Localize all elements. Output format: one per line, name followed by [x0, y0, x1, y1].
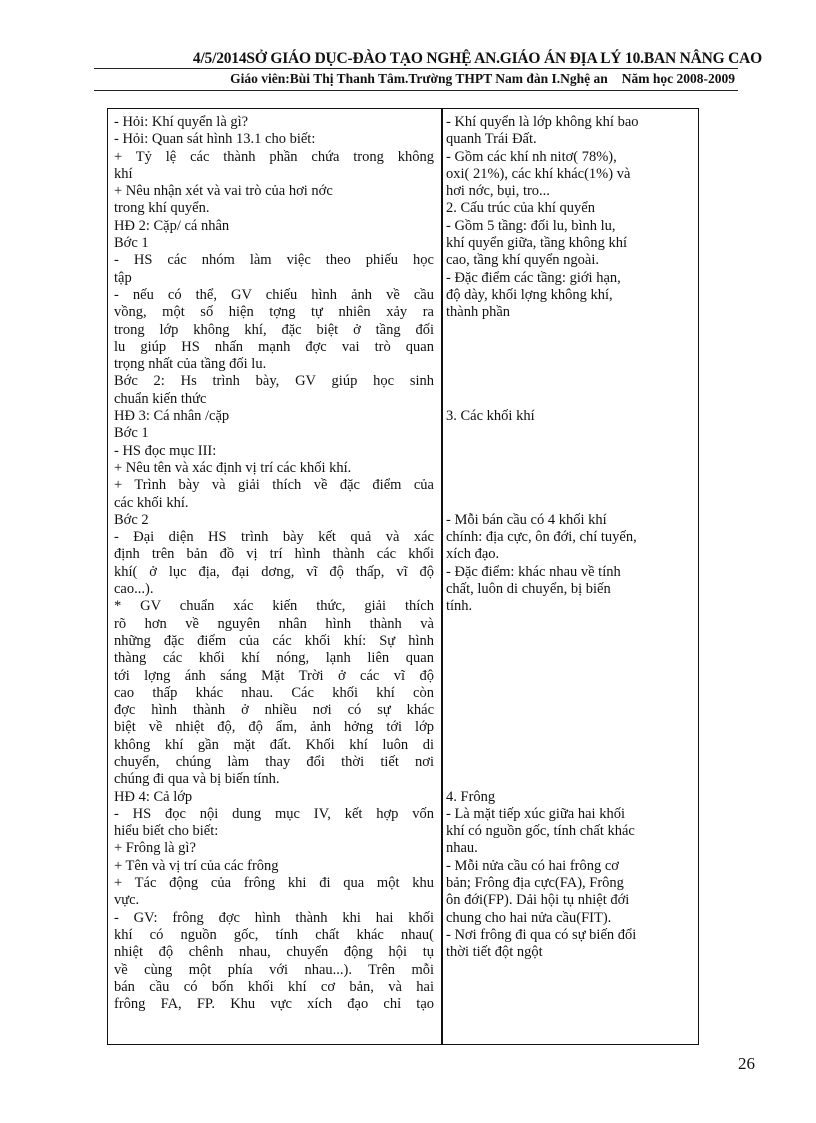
text-line: quanh Trái Đất. [446, 131, 537, 148]
blank-line [446, 650, 696, 667]
text-line: - Khí quyển là lớp không khí bao [446, 114, 639, 130]
text-line: - HS đọc mục III: [114, 442, 217, 459]
text-line: + Nêu nhận xét và vai trò của hơi nớc [114, 183, 333, 200]
text-line: - Hỏi: Quan sát hình 13.1 cho biết: [114, 131, 316, 148]
text-line: HĐ 2: Cặp/ cá nhân [114, 217, 230, 234]
text-line: 4. Frông [446, 788, 496, 805]
blank-line [446, 339, 696, 356]
text-line: trọng nhất của tầng đối lu. [114, 356, 267, 373]
text-line: xích đạo. [446, 546, 500, 563]
teacher-info: Giáo viên:Bùi Thị Thanh Tâm.Trường THPT Nam đàn I.Nghệ an [230, 71, 608, 86]
text-line: - Mỗi nửa cầu có hai frông cơ [446, 857, 619, 874]
blank-line [446, 391, 696, 408]
document-header-title: 4/5/2014SỞ GIÁO DỤC-ĐÀO TẠO NGHỆ AN.GIÁO ÁN ĐỊA LÝ 10.BAN NÂNG CAO [192, 50, 762, 67]
text-line: biệt về nhiệt độ, độ ẩm, ảnh hởng tới lớp [114, 719, 434, 736]
blank-line [446, 425, 696, 442]
text-line: - Gồm 5 tầng: đối lu, bình lu, [446, 217, 616, 234]
text-line: định trên bản đồ vị trí hình thành các khối [114, 546, 434, 563]
text-line: cao, tầng khí quyển ngoài. [446, 252, 600, 269]
blank-line [446, 771, 696, 788]
text-line: Bớc 2 [114, 511, 149, 528]
teacher-activities-column [114, 114, 434, 1013]
blank-line [446, 702, 696, 719]
page-number: 26 [738, 1054, 755, 1073]
text-line: - Đặc điểm các tầng: giới hạn, [446, 269, 621, 286]
text-line: tính. [446, 598, 473, 615]
text-line: Bớc 2: Hs trình bày, GV giúp học sinh [114, 373, 434, 390]
text-line: ôn đới(FP). Dải hội tụ nhiệt đới [446, 892, 630, 909]
blank-line [446, 356, 696, 373]
text-line: khí quyển giữa, tầng không khí [446, 235, 628, 252]
blank-line [446, 460, 696, 477]
text-line: * GV chuẩn xác kiến thức, giải thích [114, 598, 434, 615]
blank-line [446, 616, 696, 633]
blank-line [446, 495, 696, 512]
text-line: vực. [114, 892, 140, 909]
text-line: + Tên và vị trí của các frông [114, 857, 279, 874]
text-line: chung cho hai nửa cầu(FIT). [446, 909, 612, 926]
text-line: nhiệt độ chênh nhau, chuyển động hội tụ [114, 944, 434, 961]
text-line: chuyển, chúng làm thay đổi thời tiết nơi [114, 753, 434, 770]
text-line: + Tỷ lệ các thành phần chứa trong không [114, 148, 434, 165]
header-underline [94, 68, 738, 69]
text-line: - Là mặt tiếp xúc giữa hai khối [446, 805, 625, 822]
text-line: - HS các nhóm làm việc theo phiếu học [114, 252, 434, 269]
text-line: thời tiết đột ngột [446, 944, 543, 961]
text-line: HĐ 4: Cả lớp [114, 788, 193, 805]
text-line: chính: địa cực, ôn đới, chí tuyến, [446, 529, 637, 546]
text-line: - Mỗi bán cầu có 4 khối khí [446, 511, 607, 528]
text-line: Bớc 1 [114, 235, 149, 252]
text-line: khí( ở lục địa, đại dơng, vĩ độ thấp, vĩ độ [114, 563, 434, 580]
blank-line [446, 633, 696, 650]
blank-line [446, 373, 696, 390]
text-line: tới lợng ánh sáng Mặt Trời ở các vĩ độ [114, 667, 434, 684]
blank-line [446, 477, 696, 494]
text-line: 3. Các khối khí [446, 408, 535, 425]
blank-line [446, 322, 696, 339]
text-line: + Nêu tên và xác định vị trí các khối khí. [114, 459, 352, 476]
school-year: Năm học 2008-2009 [621, 71, 735, 86]
text-line: thàng các khối khí nóng, lạnh liên quan [114, 650, 434, 667]
text-line: đợc hình thành ở nhiều nơi có sự khác [114, 702, 434, 719]
text-line: chúng đi qua và bị biến tính. [114, 771, 280, 788]
text-line: cao...). [114, 581, 154, 598]
text-line: độ dày, khối lợng không khí, [446, 286, 613, 303]
text-line: bản; Frông địa cực(FA), Frông [446, 875, 624, 892]
text-line: Bớc 1 [114, 425, 149, 442]
text-line: hiểu biết cho biết: [114, 823, 219, 840]
text-line: không khí gần mặt đất. Khối khí luôn di [114, 736, 434, 753]
text-line: - nếu có thể, GV chiếu hình ảnh về cầu [114, 286, 434, 303]
column-divider [441, 108, 443, 1045]
text-line: HĐ 3: Cá nhân /cặp [114, 408, 230, 425]
text-line: bán cầu có bốn khối khí cơ bản, và hai [114, 978, 434, 995]
blank-line [446, 737, 696, 754]
text-line: hơi nớc, bụi, tro... [446, 183, 550, 200]
text-line: + Tác động của frông khi đi qua một khu [114, 875, 434, 892]
text-line: oxi( 21%), các khí khác(1%) và [446, 165, 631, 182]
text-line: những đặc điểm của các khối khí: Sự hình [114, 632, 434, 649]
text-line: - Hỏi: Khí quyển là gì? [114, 114, 249, 130]
text-line: về cùng một phía với nhau...). Trên mỗi [114, 961, 434, 978]
text-line: chất, luôn di chuyển, bị biến [446, 581, 611, 598]
text-line: - Nơi frông đi qua có sự biến đổi [446, 926, 637, 943]
text-line: các khối khí. [114, 494, 189, 511]
text-line: - GV: frông đợc hình thành khi hai khối [114, 909, 434, 926]
text-line: + Trình bày và giải thích về đặc điểm của [114, 477, 434, 494]
text-line: - Đại diện HS trình bày kết quả và xác [114, 529, 434, 546]
text-line: 2. Cấu trúc của khí quyển [446, 200, 595, 217]
blank-line [446, 443, 696, 460]
text-line: - Gồm các khí nh nitơ( 78%), [446, 148, 617, 165]
blank-line [446, 685, 696, 702]
text-line: nhau. [446, 840, 478, 857]
text-line: cao thấp khác nhau. Các khối khí còn [114, 684, 434, 701]
blank-line [446, 754, 696, 771]
document-header-subtitle [0, 71, 735, 87]
text-line: vồng, một số hiện tợng tự nhiên xảy ra [114, 304, 434, 321]
lesson-content-column [446, 114, 696, 962]
text-line: thành phần [446, 304, 511, 321]
text-line: trong khí quyển. [114, 200, 210, 217]
text-line: - HS đọc nội dung mục IV, kết hợp vốn [114, 805, 434, 822]
text-line: + Frông là gì? [114, 840, 196, 857]
subtitle-underline [94, 90, 738, 91]
blank-line [446, 719, 696, 736]
text-line: frông FA, FP. Khu vực xích đạo chỉ tạo [114, 996, 434, 1013]
text-line: khí [114, 165, 133, 182]
text-line: trong lớp không khí, đặc biệt ở tầng đối [114, 321, 434, 338]
text-line: lu giúp HS nhấn mạnh đợc vai trò quan [114, 338, 434, 355]
text-line: rõ hơn về nguyên nhân hình thành và [114, 615, 434, 632]
text-line: chuẩn kiến thức [114, 390, 207, 407]
text-line: khí có nguồn gốc, tính chất khác [446, 823, 635, 840]
text-line: - Đặc điểm: khác nhau về tính [446, 563, 621, 580]
text-line: khí có nguồn gốc, tính chất khác nhau( [114, 926, 434, 943]
text-line: tập [114, 269, 132, 286]
blank-line [446, 668, 696, 685]
